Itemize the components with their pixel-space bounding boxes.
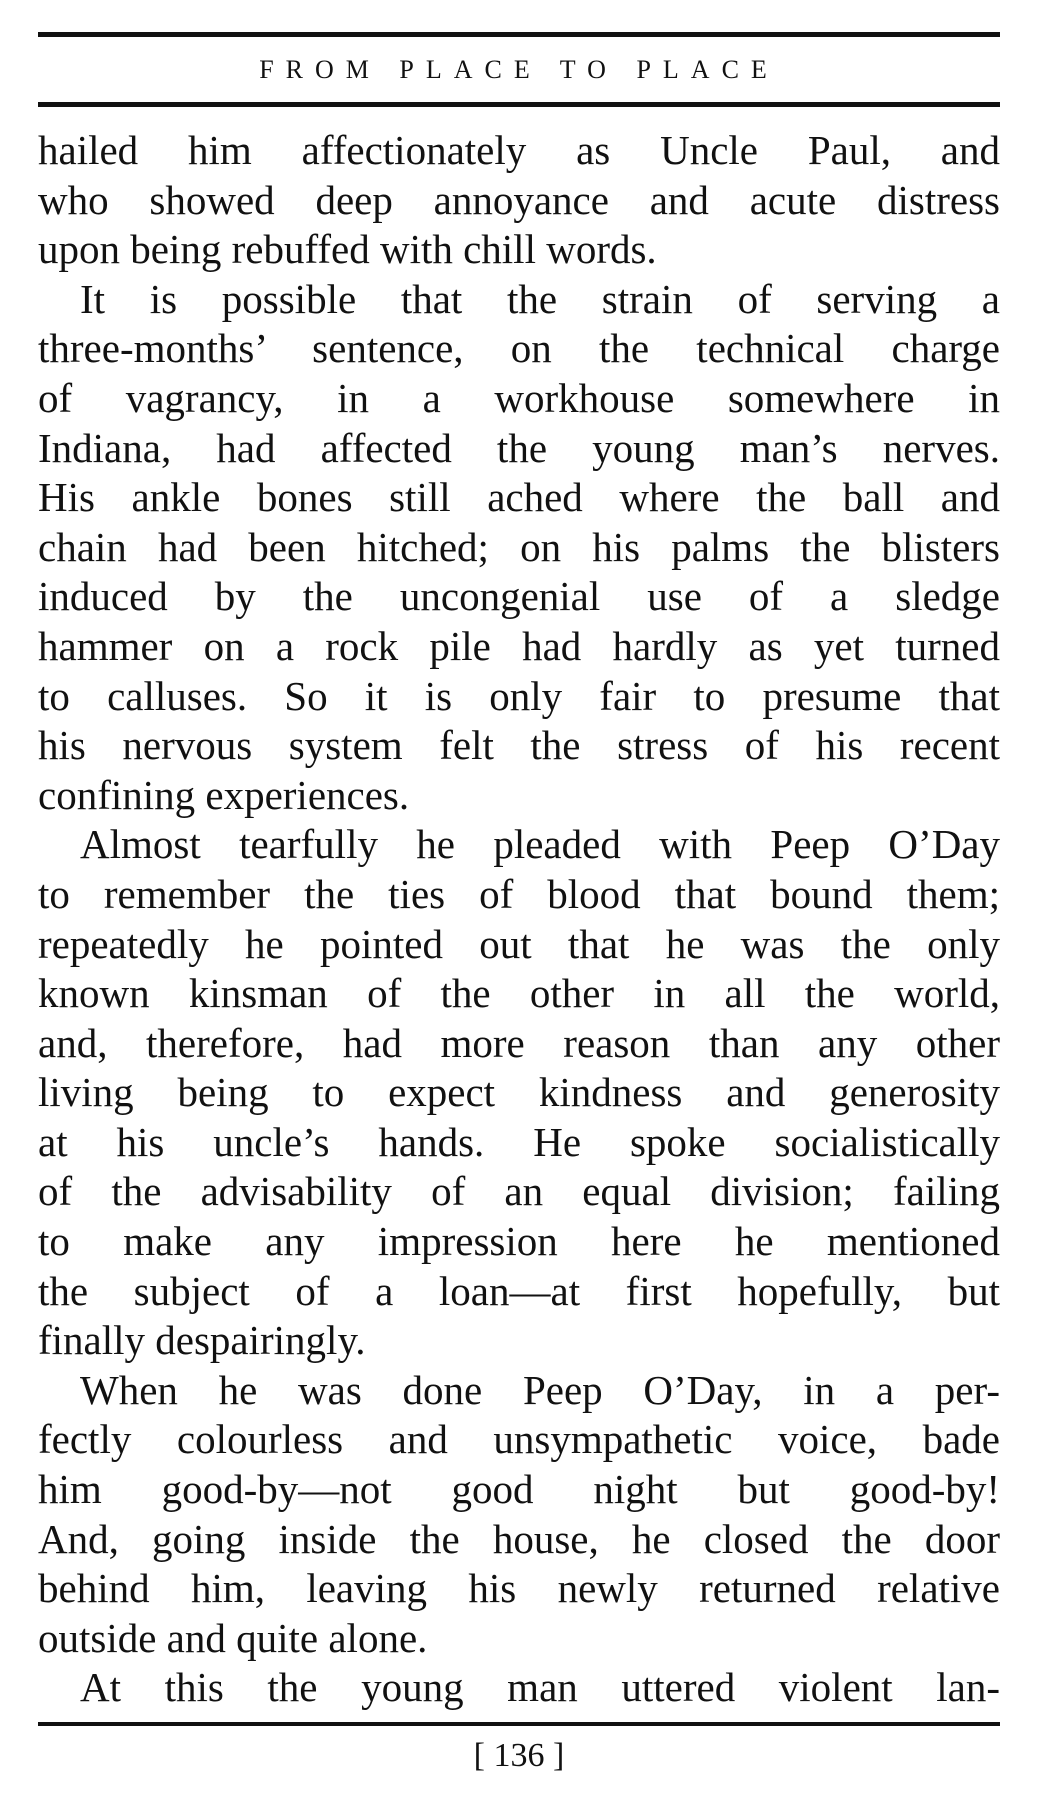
text-line: induced by the uncongenial use of a sledge (38, 573, 1000, 620)
body-text (38, 126, 1000, 1713)
text-line: hammer on a rock pile had hardly as yet turned (38, 622, 1000, 669)
text-line: of vagrancy, in a workhouse somewhere in (38, 374, 1000, 421)
text-line: fectly colourless and unsympathetic voice, bade (38, 1416, 1000, 1463)
text-line: behind him, leaving his newly returned relative (38, 1565, 1000, 1612)
text-line: three-months’ sentence, on the technical charge (38, 325, 1000, 372)
text-line: to make any impression here he mentioned (38, 1218, 1000, 1265)
text-line: At this the young man uttered violent lan- (80, 1664, 1000, 1711)
text-line: and, therefore, had more reason than any other (38, 1019, 1000, 1066)
text-line: repeatedly he pointed out that he was the only (38, 920, 1000, 967)
text-line: who showed deep annoyance and acute distress (38, 176, 1000, 223)
text-line: the subject of a loan—at first hopefully, but (38, 1267, 1000, 1314)
text-line: known kinsman of the other in all the world, (38, 970, 1000, 1017)
text-line: chain had been hitched; on his palms the blisters (38, 523, 1000, 570)
page-number: [ 136 ] (473, 1737, 565, 1774)
text-line: His ankle bones still ached where the ball and (38, 474, 1000, 521)
text-line: It is possible that the strain of serving a (80, 275, 1000, 322)
text-line: him good-by—not good night but good-by! (38, 1466, 1000, 1513)
text-line: outside and quite alone. (38, 1614, 428, 1661)
text-line: at his uncle’s hands. He spoke socialistically (38, 1118, 1000, 1165)
text-line: to remember the ties of blood that bound them; (38, 870, 1000, 917)
text-line: Almost tearfully he pleaded with Peep O’Day (80, 821, 1000, 868)
text-line: Indiana, had affected the young man’s nerves. (38, 424, 1000, 471)
bottom-rule (38, 1722, 1000, 1726)
text-line: living being to expect kindness and generosity (38, 1069, 1000, 1116)
text-line: upon being rebuffed with chill words. (38, 226, 657, 273)
text-line: confining experiences. (38, 771, 410, 818)
text-line: to calluses. So it is only fair to presume that (38, 672, 1000, 719)
text-line: When he was done Peep O’Day, in a per- (80, 1366, 1000, 1413)
running-head: FROM PLACE TO PLACE (259, 55, 779, 84)
text-line: of the advisability of an equal division; failing (38, 1168, 1000, 1215)
text-line: his nervous system felt the stress of his recent (38, 722, 1000, 769)
top-rule (38, 32, 1000, 37)
text-line: finally despairingly. (38, 1317, 366, 1364)
book-page (38, 28, 1000, 1774)
text-line: hailed him affectionately as Uncle Paul, and (38, 127, 1000, 173)
header-rule (38, 102, 1000, 107)
text-line: And, going inside the house, he closed the door (38, 1515, 1000, 1562)
